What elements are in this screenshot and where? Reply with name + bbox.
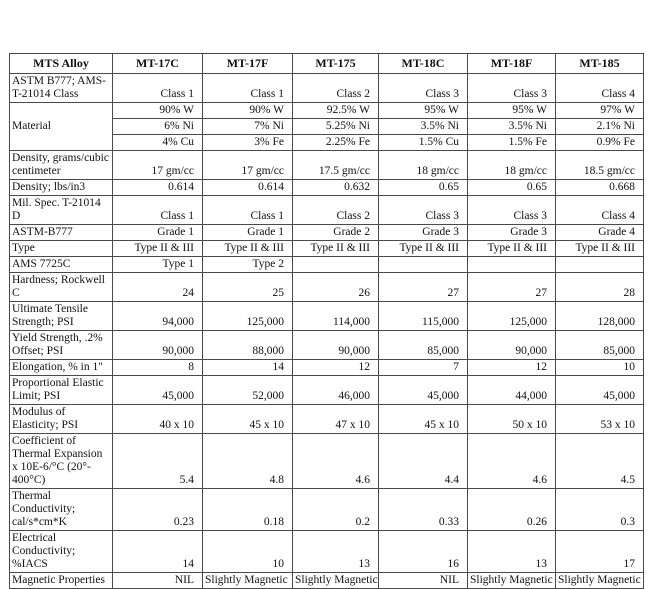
value-cell: 0.18 [203,489,293,531]
value-cell: Grade 3 [468,225,556,241]
value-cell: 90,000 [468,331,556,360]
table-row [10,257,644,273]
value-cell: Class 1 [113,196,203,225]
value-cell [379,257,468,273]
value-cell: 17.5 gm/cc [293,151,379,180]
value-cell: 8 [113,360,203,376]
table-row [10,225,644,241]
value-cell: 90,000 [113,331,203,360]
value-cell: Grade 1 [113,225,203,241]
value-cell: 18.5 gm/cc [556,151,644,180]
value-cell: 94,000 [113,302,203,331]
value-cell: 17 gm/cc [203,151,293,180]
value-cell: 5.4 [113,434,203,489]
value-cell: 10 [203,531,293,573]
value-cell: 14 [203,360,293,376]
value-cell: 0.668 [556,180,644,196]
column-header: MT-175 [293,54,379,74]
value-cell: Slightly Magnetic [293,573,379,589]
value-cell: Class 1 [203,74,293,103]
value-cell: 45,000 [556,376,644,405]
value-cell: 16 [379,531,468,573]
value-cell: Type II & III [203,241,293,257]
value-cell: 125,000 [203,302,293,331]
header-row [10,54,644,74]
value-cell: 5.25% Ni [293,119,379,135]
value-cell: 50 x 10 [468,405,556,434]
row-label: Coefficient of Thermal Expansion x 10E-6/°C (20°- 400°C) [10,434,113,489]
value-cell: 0.632 [293,180,379,196]
value-cell: Type II & III [113,241,203,257]
table-row [10,196,644,225]
value-cell: 4% Cu [113,135,203,151]
table-row [10,489,644,531]
value-cell: Type II & III [379,241,468,257]
row-label: Ultimate Tensile Strength; PSI [10,302,113,331]
value-cell: 45,000 [379,376,468,405]
value-cell: 3.5% Ni [468,119,556,135]
column-header: MT-17F [203,54,293,74]
value-cell: Class 3 [468,196,556,225]
column-header: MT-185 [556,54,644,74]
value-cell: 6% Ni [113,119,203,135]
column-header: MT-18F [468,54,556,74]
value-cell: 0.3 [556,489,644,531]
row-label: Hardness; Rockwell C [10,273,113,302]
value-cell: 12 [468,360,556,376]
value-cell: 85,000 [556,331,644,360]
row-label: AMS 7725C [10,257,113,273]
value-cell: 0.23 [113,489,203,531]
table-row [10,573,644,589]
value-cell: Slightly Magnetic [556,573,644,589]
value-cell: Class 1 [203,196,293,225]
table-row [10,151,644,180]
value-cell: 27 [468,273,556,302]
value-cell [556,257,644,273]
value-cell: 53 x 10 [556,405,644,434]
value-cell: 25 [203,273,293,302]
value-cell: 10 [556,360,644,376]
value-cell: 90% W [203,103,293,119]
row-label: ASTM-B777 [10,225,113,241]
value-cell: 85,000 [379,331,468,360]
value-cell: 18 gm/cc [379,151,468,180]
value-cell: 28 [556,273,644,302]
value-cell: 88,000 [203,331,293,360]
value-cell: 14 [113,531,203,573]
value-cell: Class 3 [379,74,468,103]
value-cell: 13 [293,531,379,573]
value-cell: 95% W [379,103,468,119]
value-cell: 7 [379,360,468,376]
value-cell: 92.5% W [293,103,379,119]
table-body [10,74,644,589]
row-label: Density, grams/cubic centimeter [10,151,113,180]
value-cell: 0.26 [468,489,556,531]
value-cell: Class 2 [293,74,379,103]
value-cell: 0.65 [468,180,556,196]
value-cell: 45 x 10 [203,405,293,434]
row-label: Electrical Conductivity; %IACS [10,531,113,573]
value-cell: Type 2 [203,257,293,273]
table-row [10,180,644,196]
table-row [10,434,644,489]
value-cell: 45,000 [113,376,203,405]
value-cell: 4.8 [203,434,293,489]
row-label: Thermal Conductivity; cal/s*cm*K [10,489,113,531]
value-cell: 12 [293,360,379,376]
value-cell: 17 gm/cc [113,151,203,180]
table-row [10,103,644,119]
row-label: Mil. Spec. T-21014 D [10,196,113,225]
value-cell: 24 [113,273,203,302]
row-label: Magnetic Properties [10,573,113,589]
value-cell: 95% W [468,103,556,119]
table-row [10,376,644,405]
row-label: Density; lbs/in3 [10,180,113,196]
value-cell: NIL [379,573,468,589]
value-cell: 27 [379,273,468,302]
table-row [10,74,644,103]
value-cell: Grade 2 [293,225,379,241]
value-cell: 18 gm/cc [468,151,556,180]
value-cell [293,257,379,273]
value-cell: Slightly Magnetic [468,573,556,589]
value-cell: 3.5% Ni [379,119,468,135]
value-cell: Class 4 [556,196,644,225]
value-cell: Grade 4 [556,225,644,241]
table-row [10,360,644,376]
alloy-spec-table [9,53,644,589]
row-label: Type [10,241,113,257]
value-cell: Class 4 [556,74,644,103]
value-cell: 47 x 10 [293,405,379,434]
value-cell: Grade 1 [203,225,293,241]
value-cell: 52,000 [203,376,293,405]
table-row [10,405,644,434]
value-cell: Class 3 [379,196,468,225]
value-cell: Type II & III [293,241,379,257]
row-label: ASTM B777; AMS-T-21014 Class [10,74,113,103]
value-cell: 0.614 [203,180,293,196]
value-cell [468,257,556,273]
table-row [10,331,644,360]
value-cell: 2.25% Fe [293,135,379,151]
value-cell: Class 3 [468,74,556,103]
value-cell: 4.6 [468,434,556,489]
value-cell: 114,000 [293,302,379,331]
table-row [10,273,644,302]
column-header: MT-17C [113,54,203,74]
value-cell: 26 [293,273,379,302]
value-cell: 0.9% Fe [556,135,644,151]
value-cell: 40 x 10 [113,405,203,434]
value-cell: 2.1% Ni [556,119,644,135]
value-cell: 13 [468,531,556,573]
value-cell: Type II & III [468,241,556,257]
value-cell: 0.2 [293,489,379,531]
value-cell: NIL [113,573,203,589]
value-cell: 3% Fe [203,135,293,151]
value-cell: 128,000 [556,302,644,331]
value-cell: Class 1 [113,74,203,103]
row-label: Proportional Elastic Limit; PSI [10,376,113,405]
value-cell: 97% W [556,103,644,119]
table-row [10,302,644,331]
value-cell: Type 1 [113,257,203,273]
value-cell: 90% W [113,103,203,119]
value-cell: 4.5 [556,434,644,489]
value-cell: 1.5% Cu [379,135,468,151]
value-cell: 7% Ni [203,119,293,135]
value-cell: 1.5% Fe [468,135,556,151]
value-cell: 90,000 [293,331,379,360]
column-header: MTS Alloy [10,54,113,74]
value-cell: 0.33 [379,489,468,531]
value-cell: 44,000 [468,376,556,405]
value-cell: Class 2 [293,196,379,225]
value-cell: 17 [556,531,644,573]
value-cell: Grade 3 [379,225,468,241]
value-cell: 0.614 [113,180,203,196]
value-cell: 4.6 [293,434,379,489]
value-cell: 4.4 [379,434,468,489]
value-cell: Type II & III [556,241,644,257]
value-cell: Slightly Magnetic [203,573,293,589]
table-row [10,241,644,257]
row-label: Elongation, % in 1" [10,360,113,376]
row-label: Yield Strength, .2% Offset; PSI [10,331,113,360]
value-cell: 125,000 [468,302,556,331]
row-label: Modulus of Elasticity; PSI [10,405,113,434]
table-row [10,531,644,573]
value-cell: 46,000 [293,376,379,405]
value-cell: 45 x 10 [379,405,468,434]
row-label: Material [10,103,113,151]
column-header: MT-18C [379,54,468,74]
value-cell: 115,000 [379,302,468,331]
value-cell: 0.65 [379,180,468,196]
